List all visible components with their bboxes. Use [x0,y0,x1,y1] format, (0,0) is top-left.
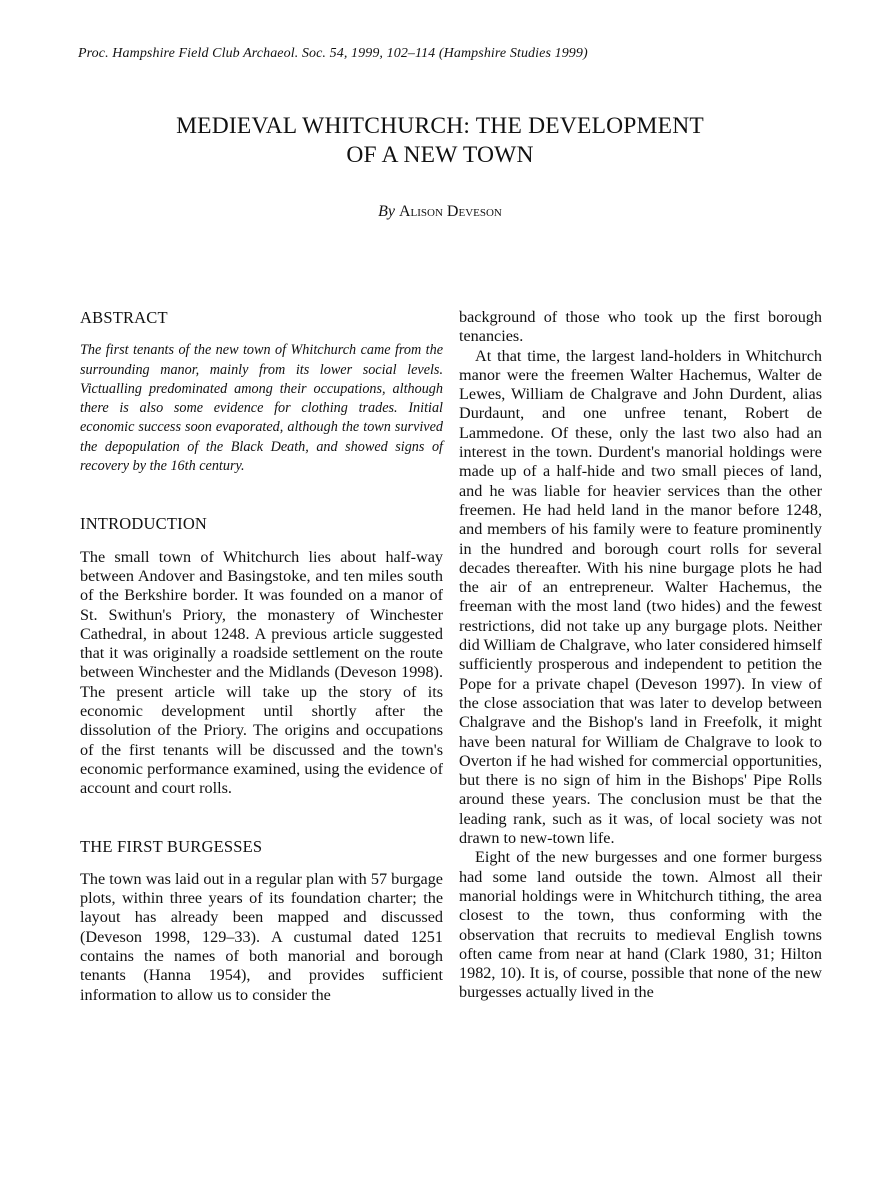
right-paragraph-3: Eight of the new burgesses and one former burgess had some land outside the town. Almost all their manorial holdings were in Whitchurch tithing, the area closest to the town, thus conforming with the observation that recruits to medieval English towns often came from near at hand (Clark 1980, 31; Hilton 1982, 10). It is, of course, possible that none of the new burgesses actually lived in the [459,848,822,1002]
right-paragraph-2: At that time, the largest land-holders in Whitchurch manor were the freemen Walter Hachemus, Walter de Lewes, William de Chalgrave and John Durdent, alias Durdaunt, and one unfree tenant, Robert de Lammedone. Of these, only the last two also had an interest in the town. Durdent's manorial holdings were made up of a half-hide and two small pieces of land, and he was liable for heavier services than the other freemen. He had held land in the manor before 1248, and members of his family were to feature prominently in the hundred and borough court rolls for several decades thereafter. With his nine burgage plots he had the air of an entrepreneur. Walter Hachemus, the freeman with the most land (two hides) and the fewest restrictions, did not take up any burgage plots. Neither did William de Chalgrave, who later considered himself sufficiently prosperous and independent to petition the Pope for a private chapel (Deveson 1997). In view of the close association that was later to develop between Chalgrave and the Bishop's land in Freefolk, it might have been natural for William de Chalgrave to look to Overton if he had wished for commercial opportunities, but there is no sign of him in the Bishops' Pipe Rolls around these years. The conclusion must be that the leading rank, such as it was, of local society was not drawn to new-town life. [459,346,822,848]
left-column [80,308,443,1005]
author-by: By [378,203,395,220]
journal-citation: Proc. Hampshire Field Club Archaeol. Soc. 54, 1999, 102–114 (Hampshire Studies 1999) [78,46,588,61]
first-burgesses-heading: THE FIRST BURGESSES [80,836,263,856]
author-line [80,203,800,221]
abstract-text: The first tenants of the new town of Whitchurch came from the surrounding manor, mainly from its lower social levels. Victualling predominated among their occupations, although there is also some evidence for clothing trades. Initial economic success soon evaporated, although the town survived the depopulation of the Black Death, and showed signs of recovery by the 16th century. [80,342,443,475]
right-paragraph-1: background of those who took up the first borough tenancies. [459,308,822,346]
title-line-2: OF A NEW TOWN [346,142,534,168]
abstract-heading: ABSTRACT [80,308,168,327]
title-line-1: MEDIEVAL WHITCHURCH: THE DEVELOPMENT [176,113,704,139]
author-name: Alison Deveson [398,203,502,220]
introduction-heading: INTRODUCTION [80,514,208,534]
article-title [80,112,800,170]
first-burgesses-text: The town was laid out in a regular plan with 57 burgage plots, within three years of its foundation charter; the layout has already been mapped and discussed (Deveson 1998, 129–33). A custumal dated 1251 contains the names of both manorial and borough tenants (Hanna 1954), and provides sufficient information to allow us to consider the [80,869,443,1004]
introduction-text: The small town of Whitchurch lies about half-way between Andover and Basingstoke, and ten miles south of the Berkshire border. It was founded on a manor of St. Swithun's Priory, the monastery of Winchester Cathedral, in about 1248. A previous article suggested that it was originally a roadside settlement on the route between Winchester and the Midlands (Deveson 1998). The present article will take up the story of its economic development until shortly after the dissolution of the Priory. The origins and occupations of the first tenants will be discussed and the town's economic performance examined, using the evidence of account and court rolls. [80,547,443,798]
right-column [459,308,822,1003]
